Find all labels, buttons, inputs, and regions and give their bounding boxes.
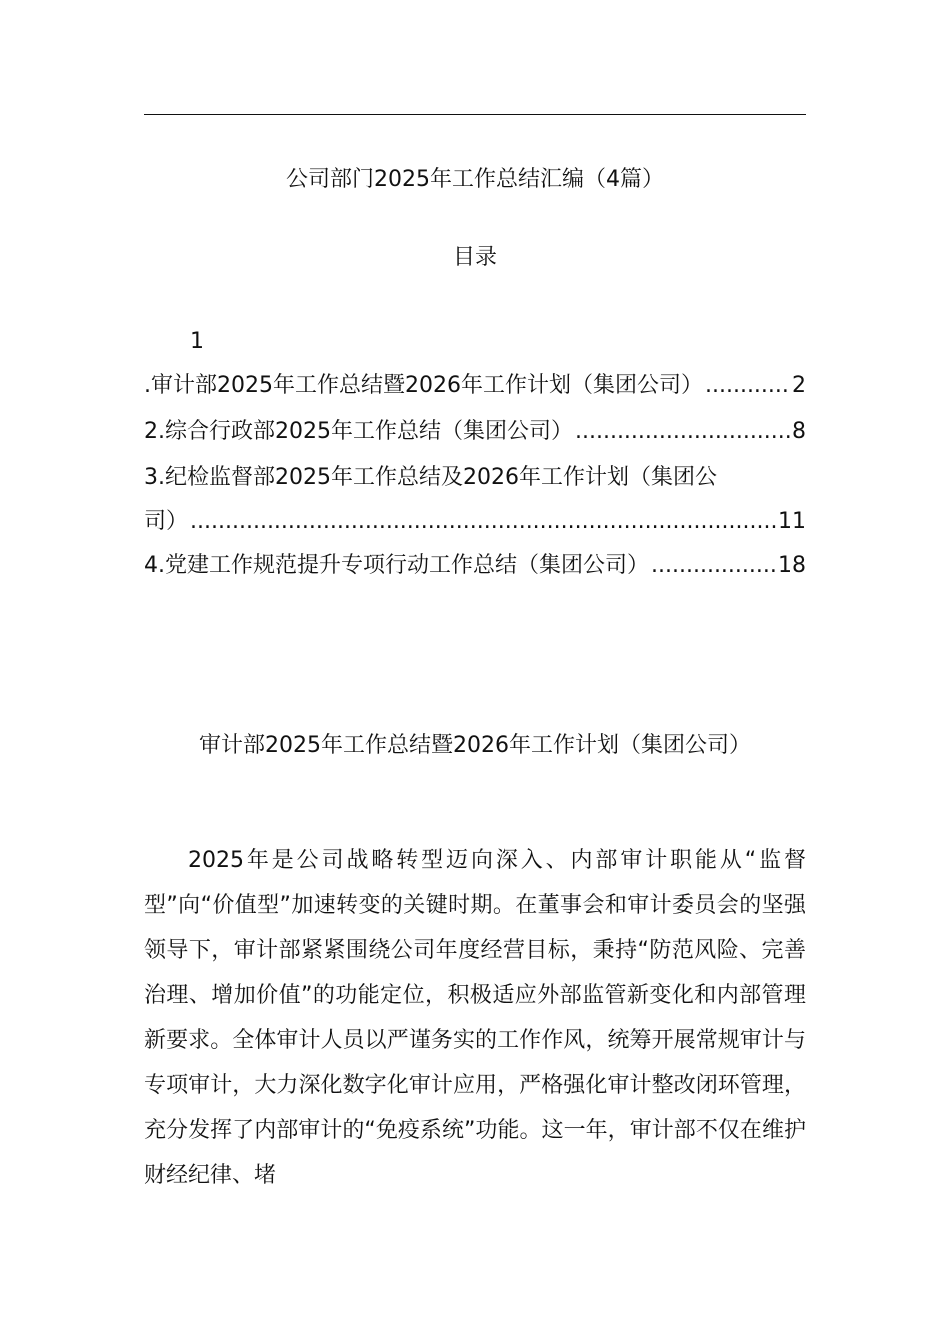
toc-entry-page: 8: [792, 419, 806, 444]
toc-entry-page: 11: [778, 509, 806, 534]
section-title: 审计部2025年工作总结暨2026年工作计划（集团公司）: [199, 733, 751, 758]
toc-leader-dots: [575, 410, 790, 454]
document-title: 公司部门2025年工作总结汇编（4篇）: [286, 167, 664, 192]
toc-entry-page: 2: [792, 373, 806, 398]
toc-entry-number: 1: [190, 329, 204, 354]
header-rule: [144, 114, 806, 115]
toc-entry-text: 司）: [144, 509, 189, 534]
toc-leader-dots: [651, 544, 776, 588]
toc-entry-text: 2.综合行政部2025年工作总结（集团公司）: [144, 419, 573, 444]
toc-heading: 目录: [452, 245, 497, 270]
toc-leader-dots: [705, 364, 790, 408]
toc-entry-1[interactable]: [144, 364, 806, 408]
body-paragraph: 2025年是公司战略转型迈向深入、内部审计职能从“监督型”向“价值型”加速转变的关键时期。在董事会和审计委员会的坚强领导下，审计部紧紧围绕公司年度经营目标，秉持“防范风险、完善治理、增加价值”的功能定位，积极适应外部监管新变化和内部管理新要求。全体审计人员以严谨务实的工作作风，统筹开展常规审计与专项审计，大力深化数字化审计应用，严格强化审计整改闭环管理，充分发挥了内部审计的“免疫系统”功能。这一年，审计部不仅在维护财经纪律、堵: [144, 848, 806, 1188]
toc-leader-dots: [190, 500, 776, 544]
toc-entry-4[interactable]: [144, 544, 806, 588]
toc-entry-text: 4.党建工作规范提升专项行动工作总结（集团公司）: [144, 553, 649, 578]
toc-entry-2[interactable]: [144, 410, 806, 454]
toc-entry-3-line1[interactable]: 3.纪检监督部2025年工作总结及2026年工作计划（集团公: [144, 465, 717, 490]
toc-entry-page: 18: [778, 553, 806, 578]
toc-entry-3[interactable]: [144, 500, 806, 544]
toc-entry-text: .审计部2025年工作总结暨2026年工作计划（集团公司）: [144, 373, 703, 398]
